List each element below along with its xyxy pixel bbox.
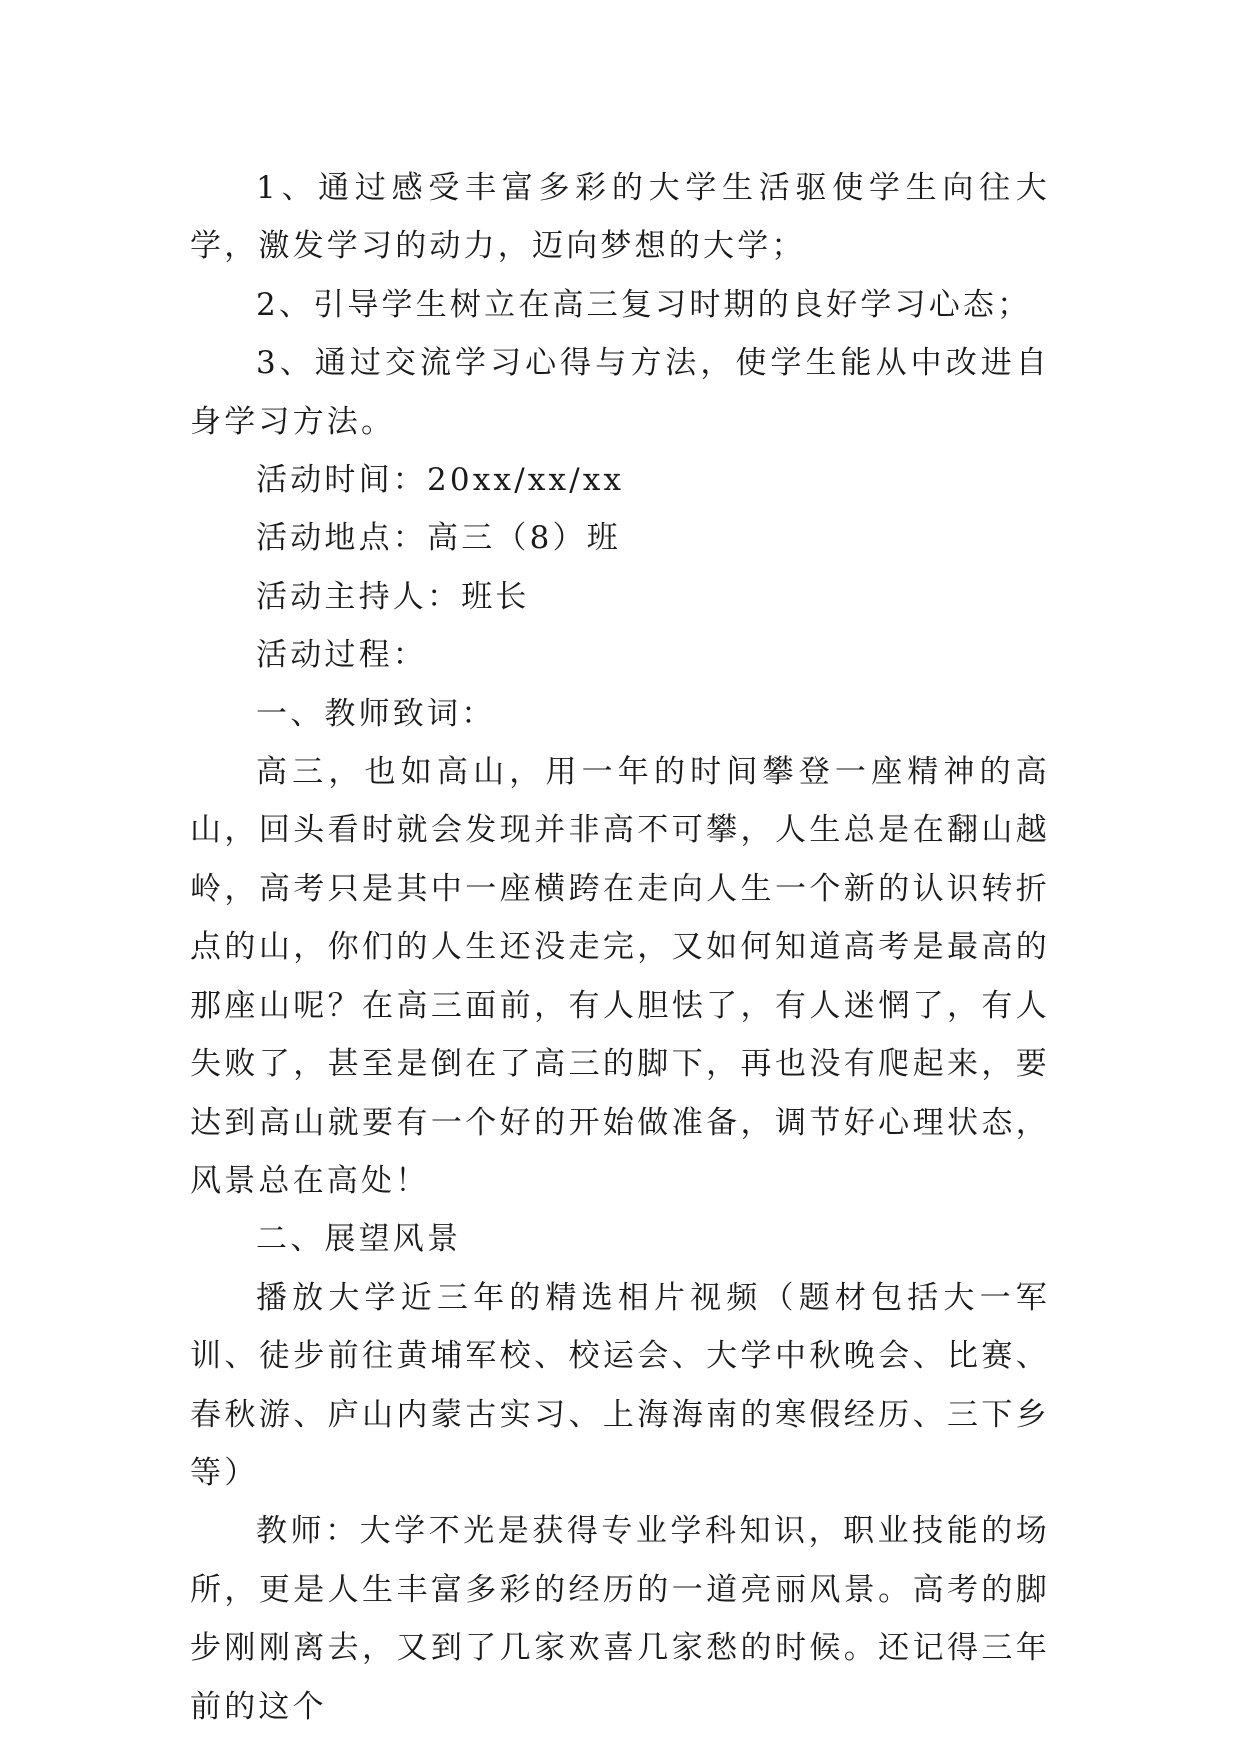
goal-1-paragraph: 1、通过感受丰富多彩的大学生活驱使学生向往大学，激发学习的动力，迈向梦想的大学； (190, 170, 1050, 265)
activity-time: 活动时间：20xx/xx/xx (256, 462, 625, 499)
document-body (190, 159, 1050, 1736)
section-1-heading: 一、教师致词： (256, 695, 496, 732)
teacher-remarks-paragraph: 教师：大学不光是获得专业学科知识，职业技能的场所，更是人生丰富多彩的经历的一道亮丽风景。高考的脚步刚刚离去，又到了几家欢喜几家愁的时候。还记得三年前的这个 (190, 1513, 1050, 1725)
activity-process-heading: 活动过程： (256, 637, 427, 674)
activity-location: 活动地点：高三（8）班 (256, 520, 621, 557)
section-2-heading: 二、展望风景 (256, 1221, 462, 1258)
teacher-speech-paragraph: 高三，也如高山，用一年的时间攀登一座精神的高山，回头看时就会发现并非高不可攀，人生总是在翻山越岭，高考只是其中一座横跨在走向人生一个新的认识转折点的山，你们的人生还没走完，又如何知道高考是最高的那座山呢？在高三面前，有人胆怯了，有人迷惘了，有人失败了，甚至是倒在了高三的脚下，再也没有爬起来，要达到高山就要有一个好的开始做准备，调节好心理状态，风景总在高处！ (190, 754, 1050, 1199)
activity-host: 活动主持人：班长 (256, 578, 530, 615)
goal-3-paragraph: 3、通过交流学习心得与方法，使学生能从中改进自身学习方法。 (190, 345, 1050, 440)
video-description-paragraph: 播放大学近三年的精选相片视频（题材包括大一军训、徒步前往黄埔军校、校运会、大学中秋晚会、比赛、春秋游、庐山内蒙古实习、上海海南的寒假经历、三下乡等） (190, 1279, 1050, 1491)
goal-2-paragraph: 2、引导学生树立在高三复习时期的良好学习心态； (256, 286, 1032, 323)
